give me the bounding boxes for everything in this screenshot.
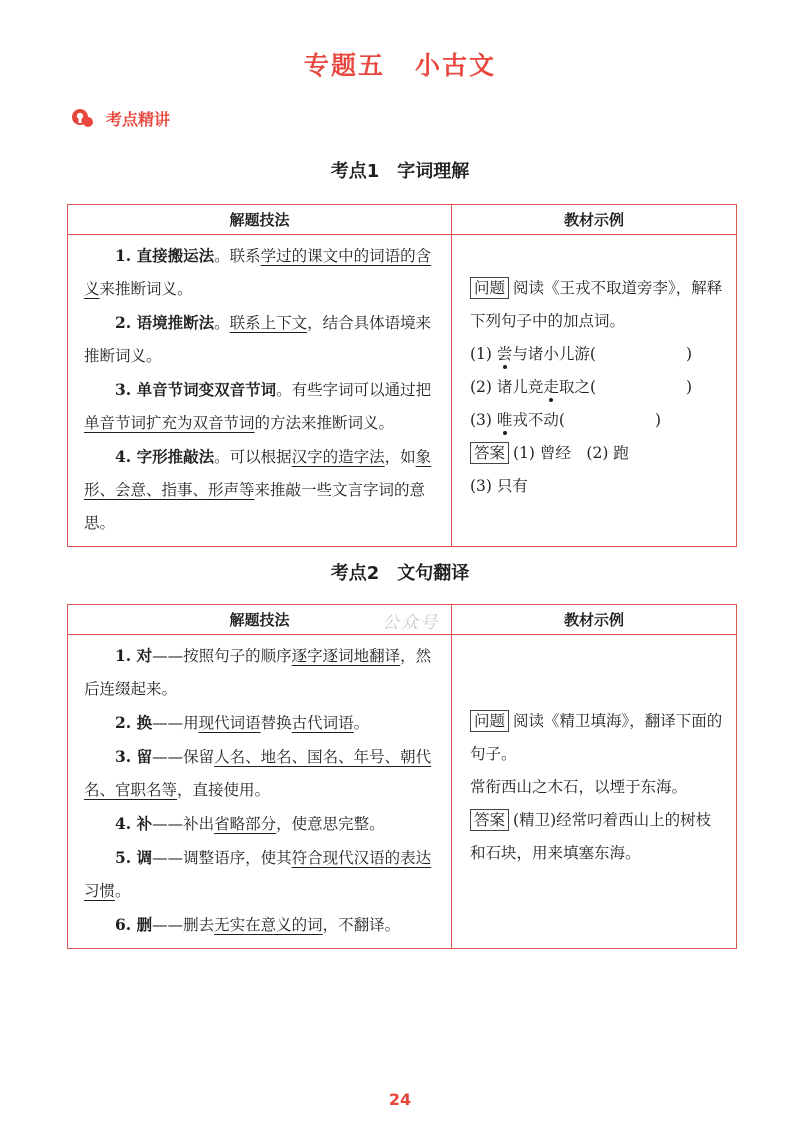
topic-number: 专题五 — [303, 51, 385, 80]
method-item: 3. 留——保留人名、地名、国名、年号、朝代名、官职名等，直接使用。 — [84, 747, 432, 799]
method-item: 1. 直接搬运法。联系学过的课文中的词语的含义来推断词义。 — [84, 246, 432, 298]
kd1-col-methods: 解题技法 — [68, 205, 452, 235]
method-item: 4. 补——补出省略部分，使意思完整。 — [115, 814, 385, 833]
example-answer: 答案 (1) 曾经 (2) 跑 — [470, 437, 726, 470]
kd1-methods-cell — [68, 235, 452, 547]
topic-title: 小古文 — [415, 51, 497, 80]
kd2-number: 考点2 — [330, 563, 380, 584]
example-answer-cont: (3) 只有 — [470, 477, 528, 495]
example-answer: 答案 (精卫)经常叼着西山上的树枝和石块，用来填塞东海。 — [470, 811, 712, 862]
example-item: (2) 诸儿竞走取之( ) — [470, 378, 693, 396]
method-item: 4. 字形推敲法。可以根据汉字的造字法，如象形、会意、指事、形声等来推敲一些文言字词的意思。 — [84, 447, 432, 532]
section-heading — [70, 106, 170, 130]
page-title — [0, 46, 800, 82]
watermark: 公众号 — [382, 613, 439, 633]
method-item: 2. 语境推断法。联系上下文，结合具体语境来推断词义。 — [84, 313, 432, 365]
kd1-name: 字词理解 — [397, 161, 470, 182]
kd2-col-examples: 教材示例 — [452, 605, 737, 635]
method-item: 3. 单音节词变双音节词。有些字词可以通过把单音节词扩充为双音节词的方法来推断词义。 — [84, 380, 432, 432]
kd2-example-cell — [452, 635, 737, 949]
example-sentence: 常衔西山之木石，以堙于东海。 — [470, 778, 688, 796]
kd2-col-methods: 解题技法 公众号 — [68, 605, 452, 635]
kd1-number: 考点1 — [330, 161, 380, 182]
page-number: 24 — [388, 1090, 412, 1109]
method-item: 5. 调——调整语序，使其符合现代汉语的表达习惯。 — [84, 848, 432, 900]
section-label: 考点精讲 — [106, 109, 171, 129]
kd2-name: 文句翻译 — [397, 563, 470, 584]
kd1-title — [0, 157, 800, 183]
example-question: 问题 阅读《精卫填海》，翻译下面的句子。 — [470, 712, 723, 763]
method-item: 6. 删——删去无实在意义的词，不翻译。 — [115, 915, 401, 934]
method-item: 1. 对——按照句子的顺序逐字逐词地翻译，然后连缀起来。 — [84, 646, 432, 698]
example-item: (1) 尝与诸小儿游( ) — [470, 345, 693, 363]
kd2-table — [67, 604, 737, 949]
kd1-table — [67, 204, 737, 547]
kd1-example-cell — [452, 235, 737, 547]
method-item: 2. 换——用现代词语替换古代词语。 — [115, 713, 370, 732]
kd2-methods-cell — [68, 635, 452, 949]
kd1-col-examples: 教材示例 — [452, 205, 737, 235]
lightbulb-icon — [70, 106, 94, 130]
example-question: 问题 阅读《王戎不取道旁李》，解释下列句子中的加点词。 — [470, 279, 723, 330]
example-item: (3) 唯戎不动( ) — [470, 411, 662, 429]
kd2-title — [0, 559, 800, 585]
